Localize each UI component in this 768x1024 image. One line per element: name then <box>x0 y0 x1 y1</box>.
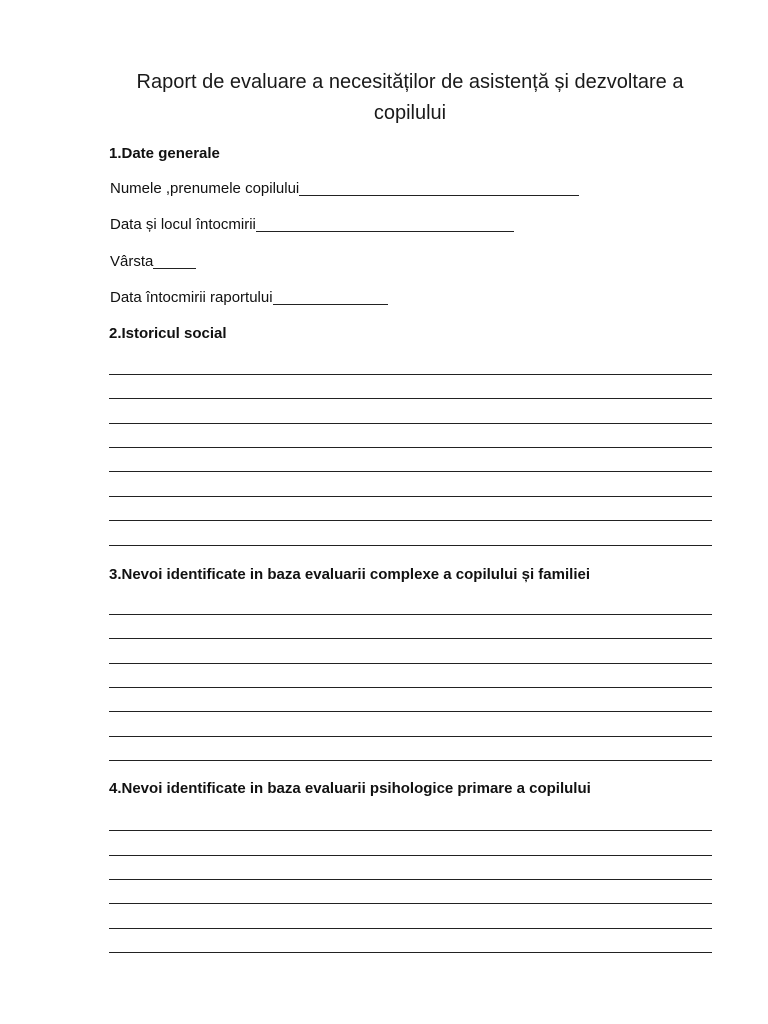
field-child-name <box>110 179 579 199</box>
field-child-name-label: Numele ,prenumele copilului <box>110 180 300 197</box>
writing-line[interactable] <box>109 736 712 737</box>
field-date-place <box>110 215 514 235</box>
writing-line[interactable] <box>109 952 712 953</box>
writing-line[interactable] <box>109 830 712 831</box>
field-age-blank[interactable] <box>153 254 196 269</box>
field-report-date-blank[interactable] <box>273 290 388 305</box>
writing-line[interactable] <box>109 614 712 615</box>
field-child-name-blank[interactable] <box>299 181 579 196</box>
writing-line[interactable] <box>109 471 712 472</box>
field-date-place-blank[interactable] <box>256 217 514 232</box>
section4-heading: 4.Nevoi identificate in baza evaluarii psihologice primare a copilului <box>109 780 591 797</box>
section1-heading: 1.Date generale <box>109 145 220 162</box>
writing-line[interactable] <box>109 374 712 375</box>
writing-line[interactable] <box>109 423 712 424</box>
writing-line[interactable] <box>109 638 712 639</box>
writing-line[interactable] <box>109 879 712 880</box>
writing-line[interactable] <box>109 663 712 664</box>
writing-line[interactable] <box>109 855 712 856</box>
writing-line[interactable] <box>109 928 712 929</box>
writing-line[interactable] <box>109 711 712 712</box>
writing-line[interactable] <box>109 687 712 688</box>
writing-line[interactable] <box>109 520 712 521</box>
document-title-line2: copilului <box>373 102 447 124</box>
field-report-date <box>110 288 388 308</box>
writing-line[interactable] <box>109 760 712 761</box>
section2-heading: 2.Istoricul social <box>109 325 227 342</box>
writing-line[interactable] <box>109 903 712 904</box>
writing-line[interactable] <box>109 447 712 448</box>
field-date-place-label: Data și locul întocmirii <box>110 216 256 233</box>
section3-heading: 3.Nevoi identificate in baza evaluarii complexe a copilului și familiei <box>109 566 590 583</box>
field-age-label: Vârsta <box>110 253 154 270</box>
document-title-line1: Raport de evaluare a necesităților de asistență și dezvoltare a <box>136 71 684 93</box>
writing-line[interactable] <box>109 545 712 546</box>
field-age <box>110 252 196 272</box>
writing-line[interactable] <box>109 496 712 497</box>
writing-line[interactable] <box>109 398 712 399</box>
field-report-date-label: Data întocmirii raportului <box>110 289 273 306</box>
